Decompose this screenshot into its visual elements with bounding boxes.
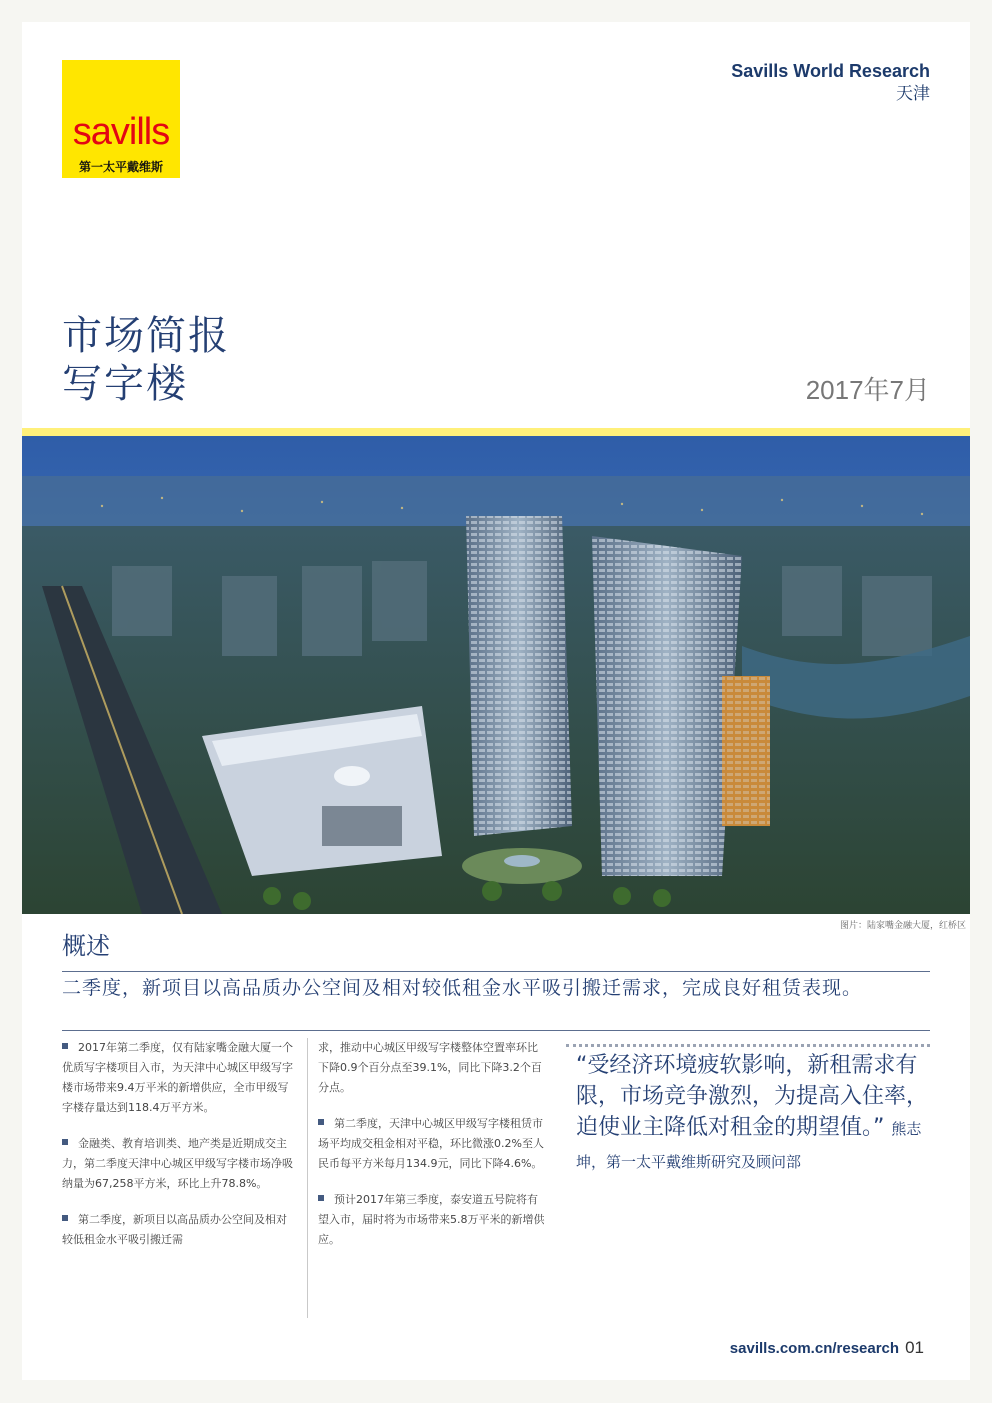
hero-photo: [22, 436, 970, 914]
rule-top: [62, 971, 930, 972]
overview-heading: 概述: [62, 932, 110, 960]
paragraph-text: 金融类、教育培训类、地产类是近期成交主力，第二季度天津中心城区甲级写字楼市场净吸纳量为67,258平方米，环比上升78.8%。: [62, 1137, 293, 1190]
paragraph-text: 第二季度，新项目以高品质办公空间及相对较低租金水平吸引搬迁需: [62, 1213, 287, 1246]
page: [22, 22, 970, 1380]
quote-dotted-rule: [566, 1044, 930, 1047]
title-line-1: 市场简报: [62, 313, 230, 359]
bullet-paragraph: [62, 1038, 294, 1118]
paragraph-text: 2017年第二季度，仅有陆家嘴金融大厦一个优质写字楼项目入市，为天津中心城区甲级写字楼市场带来9.4万平米的新增供应，全市甲级写字楼存量达到118.4万平方米。: [62, 1041, 293, 1114]
bullet-paragraph: [318, 1114, 546, 1174]
paragraph-text: 预计2017年第三季度，泰安道五号院将有望入市，届时将为市场带来5.8万平米的新增供应。: [318, 1193, 545, 1246]
photo-caption: 图片：陆家嘴金融大厦，红桥区: [839, 921, 966, 931]
logo-wordmark: savills: [72, 111, 170, 153]
yellow-divider: [22, 428, 970, 436]
paragraph-continuation: 求，推动中心城区甲级写字楼整体空置率环比下降0.9个百分点至39.1%，同比下降3.2个百分点。: [318, 1041, 542, 1094]
footer-url-link[interactable]: savills.com.cn/research: [729, 1340, 900, 1357]
city-label: 天津: [896, 84, 930, 104]
text-column-1: [62, 1038, 294, 1266]
report-title: [62, 312, 230, 408]
hero-city-illustration: [22, 436, 970, 914]
bullet-square-icon: [62, 1043, 68, 1049]
bullet-paragraph: [62, 1210, 294, 1250]
brand-title: Savills World Research: [731, 61, 930, 81]
bullet-paragraph: [62, 1134, 294, 1194]
savills-logo[interactable]: [62, 60, 180, 178]
bullet-paragraph: [318, 1190, 546, 1250]
report-date: 2017年7月: [805, 375, 930, 405]
footer: [730, 1338, 924, 1358]
logo-chinese-name: 第一太平戴维斯: [78, 160, 163, 174]
bullet-square-icon: [62, 1215, 68, 1221]
page-number: 01: [905, 1338, 924, 1357]
paragraph-text: 第二季度，天津中心城区甲级写字楼租赁市场平均成交租金相对平稳，环比微涨0.2%至人民币每平方米每月134.9元，同比下降4.6%。: [318, 1117, 544, 1170]
title-line-2: 写字楼: [62, 361, 188, 407]
pull-quote: [576, 1050, 936, 1178]
quote-text: “受经济环境疲软影响，新租需求有限，市场竞争激烈，为提高入住率，迫使业主降低对租金的期望值。”: [576, 1053, 929, 1140]
rule-bottom: [62, 1030, 930, 1031]
column-divider: [307, 1038, 308, 1318]
bullet-square-icon: [318, 1119, 324, 1125]
overview-subtitle: 二季度，新项目以高品质办公空间及相对较低租金水平吸引搬迁需求，完成良好租赁表现。: [62, 977, 863, 999]
bullet-square-icon: [318, 1195, 324, 1201]
text-column-2: [318, 1038, 546, 1266]
quote-attribution: 熊志坤，第一太平戴维斯研究及顾问部: [576, 1120, 922, 1171]
header-brand: [731, 60, 930, 106]
bullet-square-icon: [62, 1139, 68, 1145]
